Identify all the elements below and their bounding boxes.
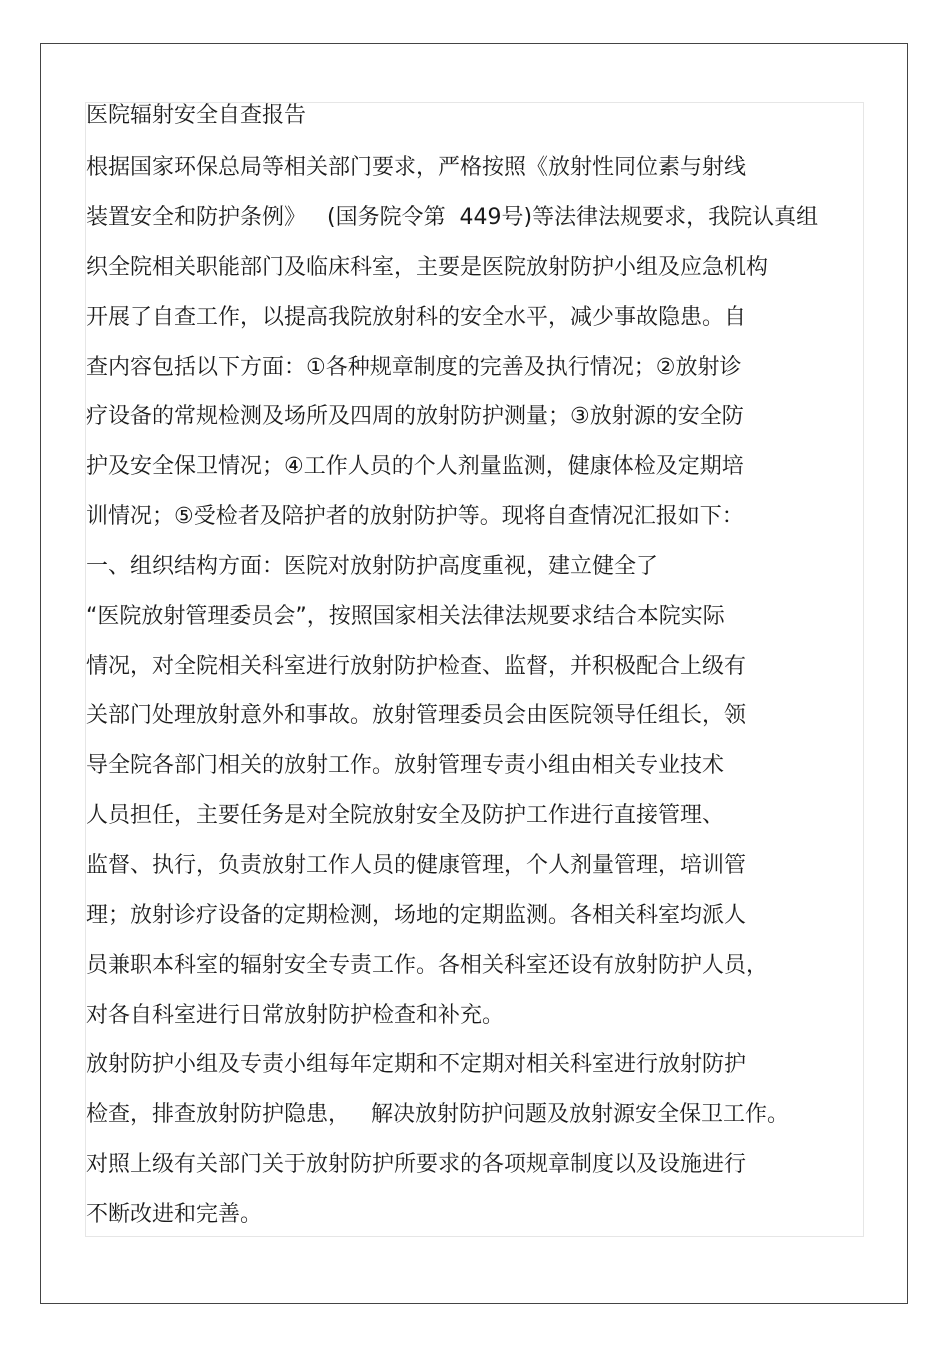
text-line: 理；放射诊疗设备的定期检测，场地的定期监测。各相关科室均派人	[86, 903, 747, 928]
text-line: 织全院相关职能部门及临床科室，主要是医院放射防护小组及应急机构	[86, 255, 769, 280]
section-heading-line: 一、组织结构方面：医院对放射防护高度重视，建立健全了	[86, 554, 659, 579]
text-line: 查内容包括以下方面：①各种规章制度的完善及执行情况；②放射诊	[86, 355, 742, 380]
text-line: 护及安全保卫情况；④工作人员的个人剂量监测，健康体检及定期培	[86, 454, 744, 479]
text-line: 关部门处理放射意外和事故。放射管理委员会由医院领导任组长，领	[86, 703, 747, 728]
text-line: 疗设备的常规检测及场所及四周的放射防护测量；③放射源的安全防	[86, 404, 744, 429]
text-line: 开展了自查工作，以提高我院放射科的安全水平，减少事故隐患。自	[86, 305, 747, 330]
text-line: 根据国家环保总局等相关部门要求，严格按照《放射性同位素与射线	[86, 155, 747, 180]
document-title: 医院辐射安全自查报告	[86, 103, 307, 128]
text-line: 放射防护小组及专责小组每年定期和不定期对相关科室进行放射防护	[86, 1052, 747, 1077]
text-line: 装置安全和防护条例》 (国务院令第 449号)等法律法规要求，我院认真组	[86, 205, 819, 230]
text-line: 检查，排查放射防护隐患， 解决放射防护问题及放射源安全保卫工作。	[86, 1102, 789, 1127]
text-line: 情况，对全院相关科室进行放射防护检查、监督，并积极配合上级有	[86, 654, 747, 679]
text-line: 对各自科室进行日常放射防护检查和补充。	[86, 1003, 505, 1028]
text-line: “医院放射管理委员会”，按照国家相关法律法规要求结合本院实际	[86, 604, 725, 629]
text-line: 监督、执行，负责放射工作人员的健康管理，个人剂量管理，培训管	[86, 853, 747, 878]
text-line: 导全院各部门相关的放射工作。放射管理专责小组由相关专业技术	[86, 753, 725, 778]
text-line: 员兼职本科室的辐射安全专责工作。各相关科室还设有放射防护人员，	[86, 953, 769, 978]
text-line: 人员担任，主要任务是对全院放射安全及防护工作进行直接管理、	[86, 803, 725, 828]
text-line: 不断改进和完善。	[86, 1202, 263, 1227]
text-line: 对照上级有关部门关于放射防护所要求的各项规章制度以及设施进行	[86, 1152, 747, 1177]
text-line: 训情况；⑤受检者及陪护者的放射防护等。现将自查情况汇报如下：	[86, 504, 744, 529]
